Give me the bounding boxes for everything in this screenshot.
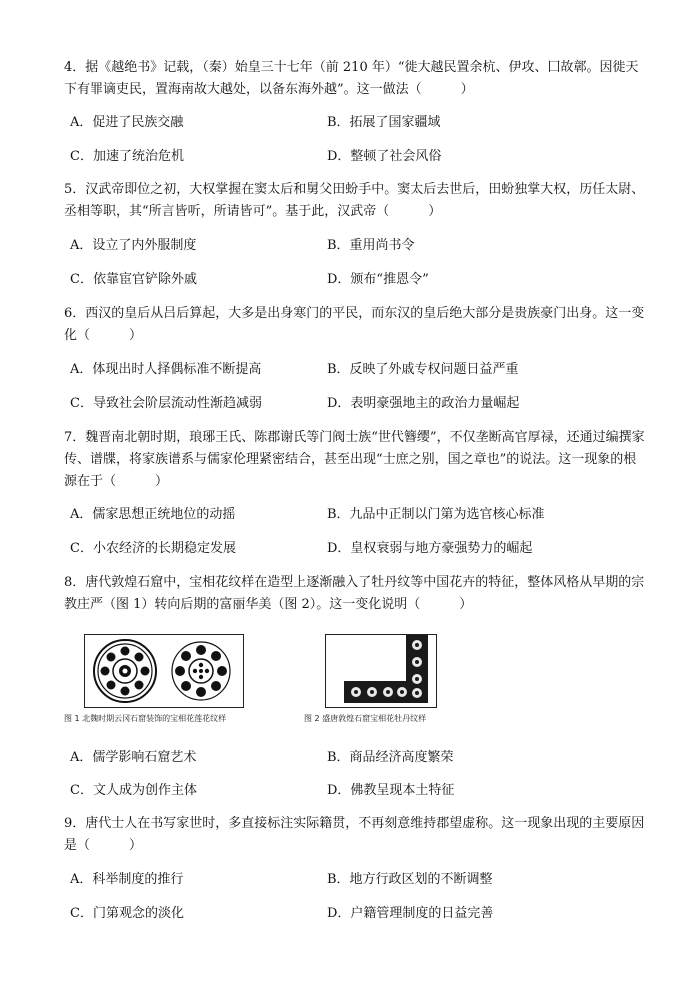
lotus-pattern-illustration bbox=[85, 635, 243, 707]
question-4-stem: 4．据《越绝书》记载，（秦）始皇三十七年（前 210 年）“徙大越民置余杭、伊攻、囗故鄣。因徙天下有罪谪吏民，置海南故大越处，以备东海外越”。这一做法（ ） bbox=[64, 60, 639, 97]
figure-1-image bbox=[84, 634, 244, 708]
question-4-option-c[interactable]: C．加速了统治危机 bbox=[70, 149, 184, 164]
question-6-option-b[interactable]: B．反映了外戚专权问题日益严重 bbox=[327, 362, 519, 377]
question-6-option-a[interactable]: A．体现出时人择偶标准不断提高 bbox=[70, 362, 262, 377]
question-9-option-b[interactable]: B．地方行政区划的不断调整 bbox=[327, 872, 493, 887]
question-7-stem: 7．魏晋南北朝时期，琅琊王氏、陈郡谢氏等门阀士族“世代簪缨”，不仅垄断高官厚禄，还通过编撰家传、谱牒，将家族谱系与儒家伦理紧密结合，甚至出现“士庶之别，国之章也”的说法。这一现象的根源在于（ ） bbox=[64, 430, 645, 489]
figure-2-image bbox=[325, 634, 437, 708]
question-8-option-a[interactable]: A．儒学影响石窟艺术 bbox=[70, 750, 197, 765]
question-7-option-a[interactable]: A．儒家思想正统地位的动摇 bbox=[70, 507, 236, 522]
question-5-stem: 5．汉武帝即位之初，大权掌握在窦太后和舅父田蚡手中。窦太后去世后，田蚡独掌大权，历任太尉、丞相等职，其“所言皆听，所请皆可”。基于此，汉武帝（ ） bbox=[64, 182, 645, 219]
peony-pattern-illustration bbox=[326, 635, 436, 707]
question-6-option-d[interactable]: D．表明豪强地主的政治力量崛起 bbox=[327, 396, 520, 411]
question-8-stem: 8．唐代敦煌石窟中，宝相花纹样在造型上逐渐融入了牡丹纹等中国花卉的特征，整体风格从早期的宗教庄严（图 1）转向后期的富丽华美（图 2）。这一变化说明（ ） bbox=[64, 575, 645, 612]
question-5-option-b[interactable]: B．重用尚书令 bbox=[327, 238, 415, 253]
question-7-option-d[interactable]: D．皇权衰弱与地方豪强势力的崛起 bbox=[327, 541, 533, 556]
question-8-option-c[interactable]: C．文人成为创作主体 bbox=[70, 783, 197, 798]
question-5-option-a[interactable]: A．设立了内外服制度 bbox=[70, 238, 197, 253]
question-4-option-d[interactable]: D．整顿了社会风俗 bbox=[327, 149, 442, 164]
question-4-option-b[interactable]: B．拓展了国家疆域 bbox=[327, 115, 441, 130]
figure-1-caption: 图 1 北魏时期云冈石窟装饰的宝相花莲花纹样 bbox=[64, 714, 227, 723]
question-4-option-a[interactable]: A．促进了民族交融 bbox=[70, 115, 184, 130]
question-9-stem: 9．唐代士人在书写家世时，多直接标注实际籍贯，不再刻意维持郡望虚称。这一现象出现的主要原因是（ ） bbox=[64, 816, 645, 853]
question-9-option-d[interactable]: D．户籍管理制度的日益完善 bbox=[327, 906, 494, 921]
question-6-option-c[interactable]: C．导致社会阶层流动性渐趋减弱 bbox=[70, 396, 262, 411]
question-5-option-d[interactable]: D．颁布“推恩令” bbox=[327, 272, 429, 287]
figure-2-caption: 图 2 盛唐敦煌石窟宝相花牡丹纹样 bbox=[304, 714, 427, 723]
question-9-option-c[interactable]: C．门第观念的淡化 bbox=[70, 906, 184, 921]
question-8-option-d[interactable]: D．佛教呈现本土特征 bbox=[327, 783, 455, 798]
question-6-stem: 6．西汉的皇后从吕后算起，大多是出身寒门的平民，而东汉的皇后绝大部分是贵族豪门出身。这一变化（ ） bbox=[64, 306, 645, 343]
question-5-option-c[interactable]: C．依靠宦官铲除外戚 bbox=[70, 272, 197, 287]
question-9-option-a[interactable]: A．科举制度的推行 bbox=[70, 872, 184, 887]
question-7-option-b[interactable]: B．九品中正制以门第为选官核心标准 bbox=[327, 507, 545, 522]
question-7-option-c[interactable]: C．小农经济的长期稳定发展 bbox=[70, 541, 236, 556]
question-8-option-b[interactable]: B．商品经济高度繁荣 bbox=[327, 750, 454, 765]
